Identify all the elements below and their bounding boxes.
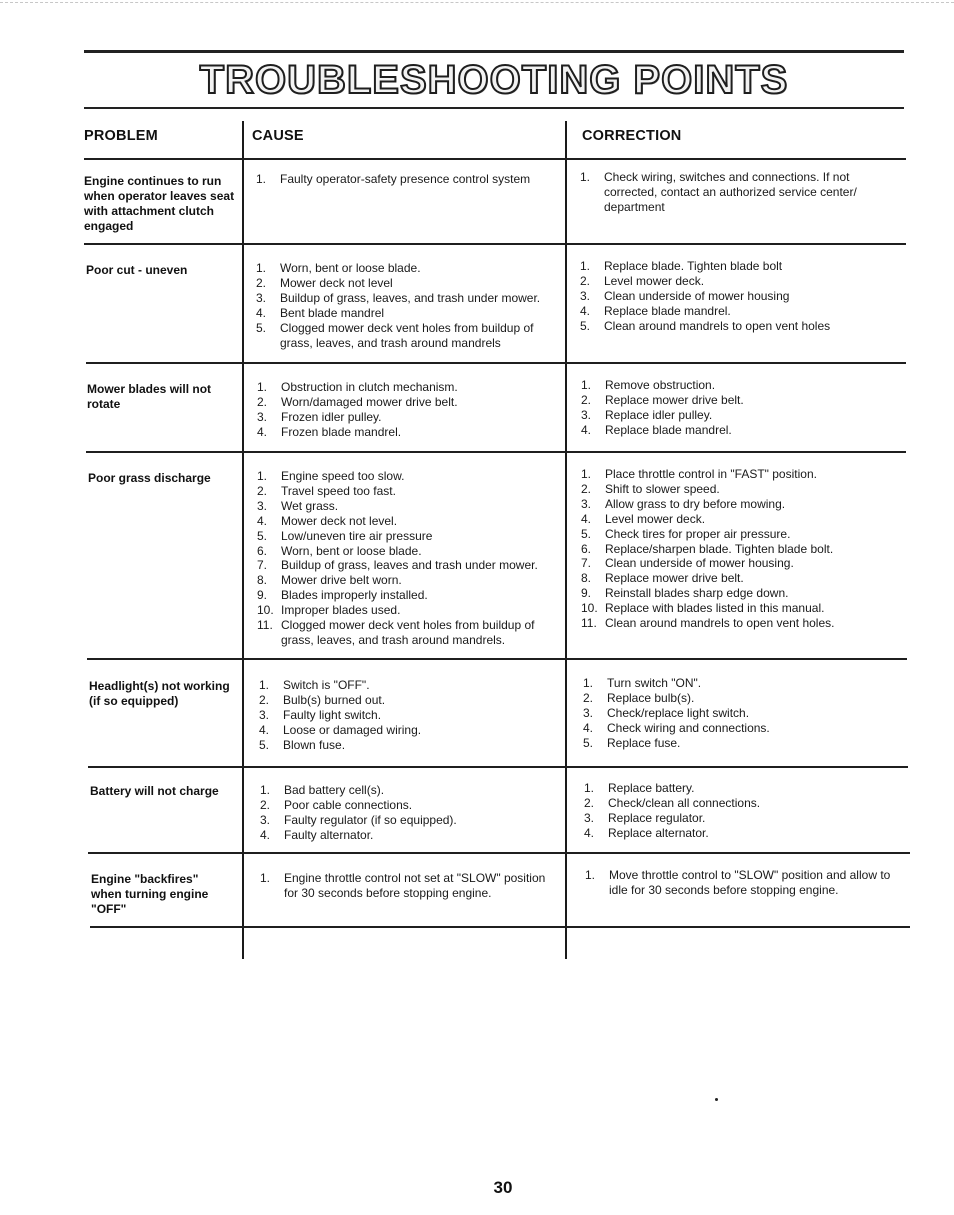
page-title: TROUBLESHOOTING POINTS — [199, 58, 789, 102]
list-item: 4. Mower deck not level. — [257, 513, 398, 528]
list-item: 2. Replace mower drive belt. — [581, 392, 744, 407]
cause-list — [260, 871, 560, 901]
list-item: 1. Obstruction in clutch mechanism. — [257, 380, 458, 394]
cause-list — [257, 380, 557, 440]
correction-list — [583, 676, 893, 751]
list-item: 3. Wet grass. — [257, 498, 339, 513]
list-item: 5. Low/uneven tire air pressure — [257, 528, 433, 543]
list-item: 1. Replace battery. — [584, 781, 695, 795]
row-separator — [84, 243, 906, 245]
list-item: 1. Faulty operator-safety presence control system — [256, 172, 531, 186]
list-item: 4. Replace blade mandrel. — [580, 303, 731, 318]
list-item: 4. Faulty alternator. — [260, 827, 374, 842]
row-separator — [84, 158, 906, 160]
list-item: 11. Clean around mandrels to open vent holes. — [581, 616, 835, 631]
list-item: 2. Travel speed too fast. — [257, 483, 396, 498]
list-item: 4. Replace blade mandrel. — [581, 422, 732, 437]
list-item: 1. Turn switch "ON". — [583, 676, 702, 690]
list-item: 1. Replace blade. Tighten blade bolt — [580, 259, 783, 273]
cause-list — [256, 261, 556, 350]
list-item: 3. Replace regulator. — [584, 810, 706, 825]
list-item: 2. Shift to slower speed. — [581, 481, 720, 496]
row-separator — [87, 658, 907, 660]
problem-label: Engine continues to run when operator leaves seat with attachment clutch engaged — [84, 174, 235, 233]
list-item: 9. Reinstall blades sharp edge down. — [581, 586, 789, 601]
list-item: 1. Worn, bent or loose blade. — [256, 261, 421, 275]
list-item: 3. Frozen idler pulley. — [257, 409, 382, 424]
problem-label: Engine "backfires" when turning engine "OFF" — [91, 872, 209, 916]
list-item: 6. Worn, bent or loose blade. — [257, 543, 422, 558]
scan-artifact-line — [0, 2, 954, 4]
list-item: 1. Place throttle control in "FAST" position. — [581, 467, 817, 481]
correction-list — [584, 781, 894, 841]
list-item: 4. Bent blade mandrel — [256, 305, 385, 320]
list-item: 8. Mower drive belt worn. — [257, 573, 402, 588]
list-item: 3. Faulty light switch. — [259, 707, 382, 722]
list-item: 11. Clogged mower deck vent holes from buildup of grass, leaves, and trash around mandrels. — [257, 618, 535, 647]
list-item: 2. Worn/damaged mower drive belt. — [257, 394, 458, 409]
correction-list — [581, 378, 891, 438]
list-item: 2. Replace bulb(s). — [583, 690, 695, 705]
list-item: 5. Clogged mower deck vent holes from buildup of grass, leaves, and trash around mandrels — [256, 320, 534, 350]
correction-list — [580, 259, 890, 334]
correction-list — [581, 467, 891, 631]
list-item: 3. Allow grass to dry before mowing. — [581, 496, 786, 511]
list-item: 5. Replace fuse. — [583, 735, 681, 750]
problem-label: Poor cut - uneven — [86, 263, 188, 277]
page-number: 30 — [493, 1178, 513, 1197]
list-item: 4. Replace alternator. — [584, 825, 709, 840]
list-item: 4. Loose or damaged wiring. — [259, 722, 422, 737]
list-item: 10. Improper blades used. — [257, 603, 401, 618]
list-item: 3. Clean underside of mower housing — [580, 288, 790, 303]
list-item: 2. Check/clean all connections. — [584, 795, 761, 810]
cause-list — [260, 783, 560, 843]
list-item: 5. Clean around mandrels to open vent holes — [580, 318, 831, 333]
title-rule-top — [84, 50, 904, 53]
list-item: 3. Faulty regulator (if so equipped). — [260, 812, 457, 827]
list-item: 4. Check wiring and connections. — [583, 720, 770, 735]
list-item: 3. Check/replace light switch. — [583, 705, 750, 720]
list-item: 6. Replace/sharpen blade. Tighten blade bolt. — [581, 541, 834, 556]
correction-list — [585, 868, 900, 898]
list-item: 7. Buildup of grass, leaves and trash under mower. — [257, 558, 538, 573]
list-item: 1. Engine throttle control not set at "SLOW" position for 30 seconds before stopping engine. — [260, 871, 546, 900]
list-item: 3. Replace idler pulley. — [581, 407, 713, 422]
list-item: 3. Buildup of grass, leaves, and trash under mower. — [256, 290, 541, 305]
list-item: 5. Check tires for proper air pressure. — [581, 526, 791, 541]
list-item: 10. Replace with blades listed in this manual. — [581, 601, 825, 616]
list-item: 2. Poor cable connections. — [260, 797, 413, 812]
problem-label: Poor grass discharge — [88, 471, 211, 485]
column-header-problem: PROBLEM — [84, 128, 158, 144]
list-item: 1. Move throttle control to "SLOW" position and allow to idle for 30 seconds before stopping engine. — [585, 868, 891, 897]
list-item: 1. Switch is "OFF". — [259, 678, 370, 692]
list-item: 8. Replace mower drive belt. — [581, 571, 744, 586]
cause-list — [257, 469, 557, 648]
list-item: 4. Level mower deck. — [581, 511, 706, 526]
cause-list — [259, 678, 559, 753]
column-header-correction: CORRECTION — [582, 128, 682, 144]
list-item: 7. Clean underside of mower housing. — [581, 556, 794, 571]
correction-list — [580, 170, 890, 215]
list-item: 2. Bulb(s) burned out. — [259, 692, 386, 707]
title-rule-bottom — [84, 107, 904, 109]
list-item: 1. Check wiring, switches and connections. If not corrected, contact an authorized service center/ department — [580, 170, 857, 214]
problem-label: Headlight(s) not working (if so equipped) — [89, 679, 230, 708]
column-divider-right — [565, 121, 567, 959]
cause-list — [256, 172, 556, 187]
list-item: 1. Engine speed too slow. — [257, 469, 405, 483]
list-item: 5. Blown fuse. — [259, 737, 346, 752]
row-separator — [86, 451, 906, 453]
problem-label: Battery will not charge — [90, 784, 219, 798]
list-item: 9. Blades improperly installed. — [257, 588, 428, 603]
column-header-cause: CAUSE — [252, 128, 304, 144]
row-separator — [88, 766, 908, 768]
list-item: 2. Mower deck not level — [256, 275, 393, 290]
column-divider-left — [242, 121, 244, 959]
list-item: 1. Remove obstruction. — [581, 378, 716, 392]
list-item: 4. Frozen blade mandrel. — [257, 424, 402, 439]
list-item: 1. Bad battery cell(s). — [260, 783, 385, 797]
print-speck — [715, 1098, 718, 1101]
row-separator — [90, 926, 910, 928]
row-separator — [88, 852, 910, 854]
problem-label: Mower blades will not rotate — [87, 382, 212, 411]
row-separator — [86, 362, 906, 364]
list-item: 2. Level mower deck. — [580, 273, 705, 288]
